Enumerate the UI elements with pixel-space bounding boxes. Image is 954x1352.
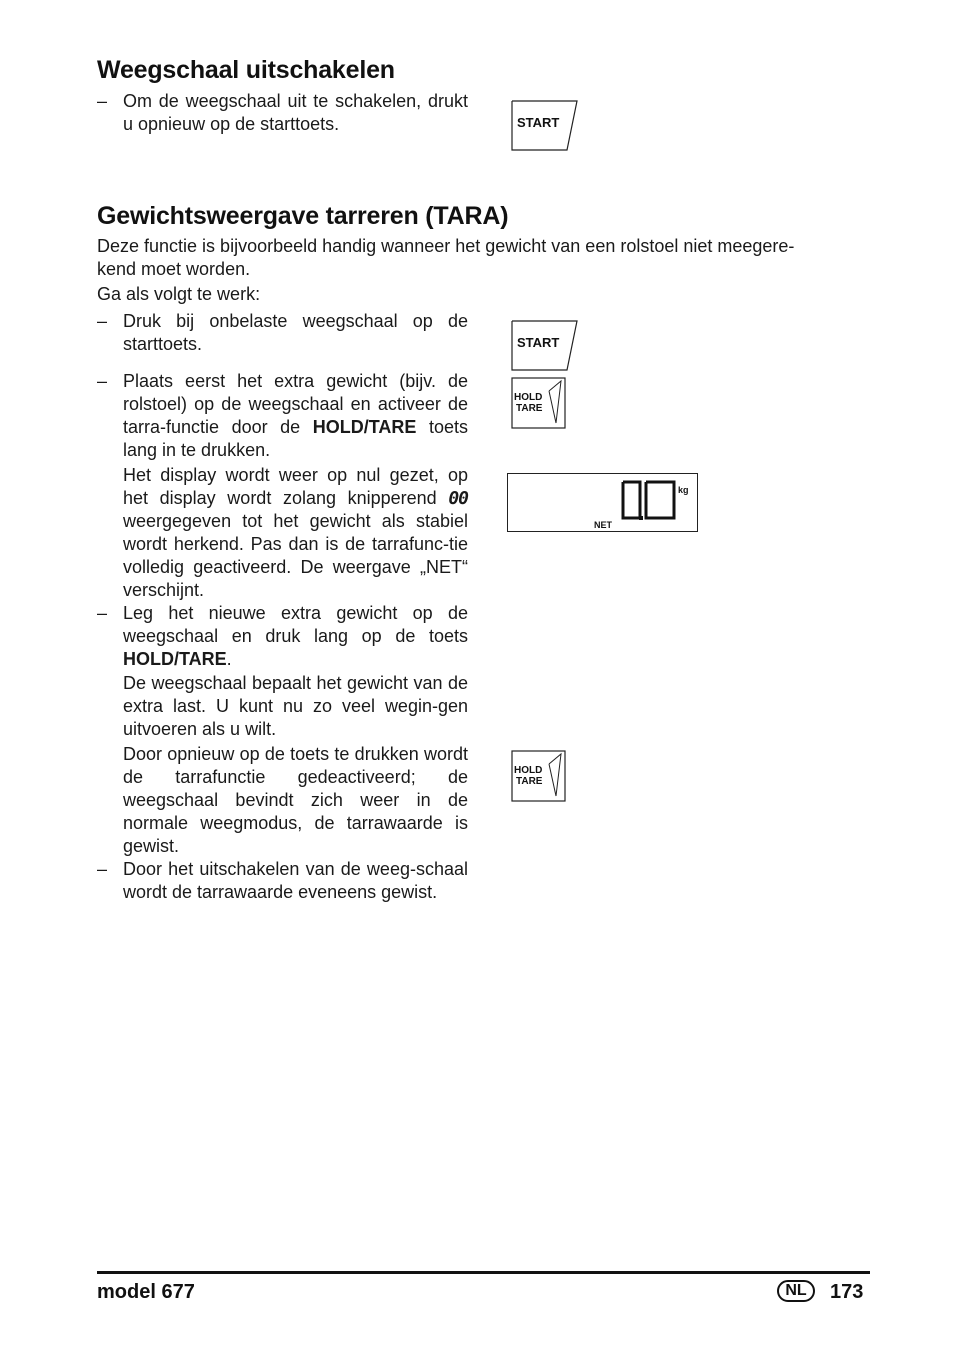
tare-intro-line1: Deze functie is bijvoorbeeld handig wanneer het gewicht van een rolstoel niet meegere- (97, 236, 795, 256)
hold-label: HOLD (514, 765, 543, 776)
step4-text: Door het uitschakelen van de weeg-schaal wordt de tarrawaarde eveneens gewist. (123, 859, 468, 902)
hold-tare-button-illustration (511, 377, 565, 427)
step3-paragraph2: De weegschaal bepaalt het gewicht van de extra last. U kunt nu zo veel wegin-gen uitvoeren als u wilt. (123, 673, 468, 739)
step3-text (123, 602, 468, 671)
step3-text-pre: Leg het nieuwe extra gewicht op de weegschaal en druk lang op de toets (123, 603, 468, 646)
language-badge: NL (777, 1280, 815, 1302)
start-button-label: START (517, 115, 560, 130)
hold-tare-keyword: HOLD/TARE (123, 649, 227, 669)
step2-text-pre: Plaats eerst het extra gewicht (bijv. de rolstoel) op de weegschaal en activeer de tarra-functie door de (123, 371, 468, 437)
step1-text: Druk bij onbelaste weegschaal op de starttoets. (123, 311, 468, 354)
start-button-illustration (511, 320, 577, 370)
section-heading-tare: Gewichtsweergave tarreren (TARA) (97, 202, 509, 230)
section-heading-switch-off: Weegschaal uitschakelen (97, 56, 395, 84)
start-button-illustration (511, 100, 577, 150)
page-number: 173 (830, 1281, 864, 1303)
bullet-dash: – (97, 603, 108, 623)
lcd-value (518, 484, 519, 485)
switch-off-text: Om de weegschaal uit te schakelen, drukt u opnieuw op de starttoets. (123, 91, 468, 134)
hold-label: HOLD (514, 392, 543, 403)
scale-lcd-display (507, 473, 698, 532)
tare-intro-line2: kend moet worden. (97, 259, 251, 279)
tare-label: TARE (516, 776, 543, 787)
hold-tare-button-illustration (511, 750, 565, 800)
footer-divider (97, 1271, 870, 1274)
step2-text-post: toets lang in te drukken. (123, 417, 468, 460)
step3-text-post: . (226, 649, 232, 669)
step3-paragraph3: Door opnieuw op de toets te drukken wordt de tarrafunctie gedeactiveerd; de weegschaal bevindt zich weer in de normale weegmodus, de tarrawaarde is gewist. (123, 744, 468, 856)
step2-paragraph2 (123, 464, 468, 602)
bullet-dash: – (97, 311, 108, 331)
hold-tare-keyword: HOLD/TARE (312, 417, 417, 437)
start-button-label: START (517, 335, 560, 350)
lcd-net-indicator: NET (594, 520, 612, 530)
footer-model-name: model 677 (97, 1281, 195, 1303)
tare-lead: Ga als volgt te werk: (97, 284, 261, 304)
lcd-unit-kg: kg (678, 485, 689, 495)
step2-p2-post: weergegeven tot het gewicht als stabiel wordt herkend. Pas dan is de tarrafunc-tie volledig geactiveerd. De weergave „NET“ verschijnt. (123, 511, 468, 600)
step2-p2-pre: Het display wordt weer op nul gezet, op het display wordt zolang knipperend (123, 465, 468, 508)
bullet-dash: – (97, 859, 108, 879)
bullet-dash: – (97, 371, 108, 391)
blinking-zero-glyph: 00 (448, 488, 468, 509)
step2-text (123, 370, 468, 462)
tare-label: TARE (516, 403, 543, 414)
bullet-dash: – (97, 91, 108, 111)
